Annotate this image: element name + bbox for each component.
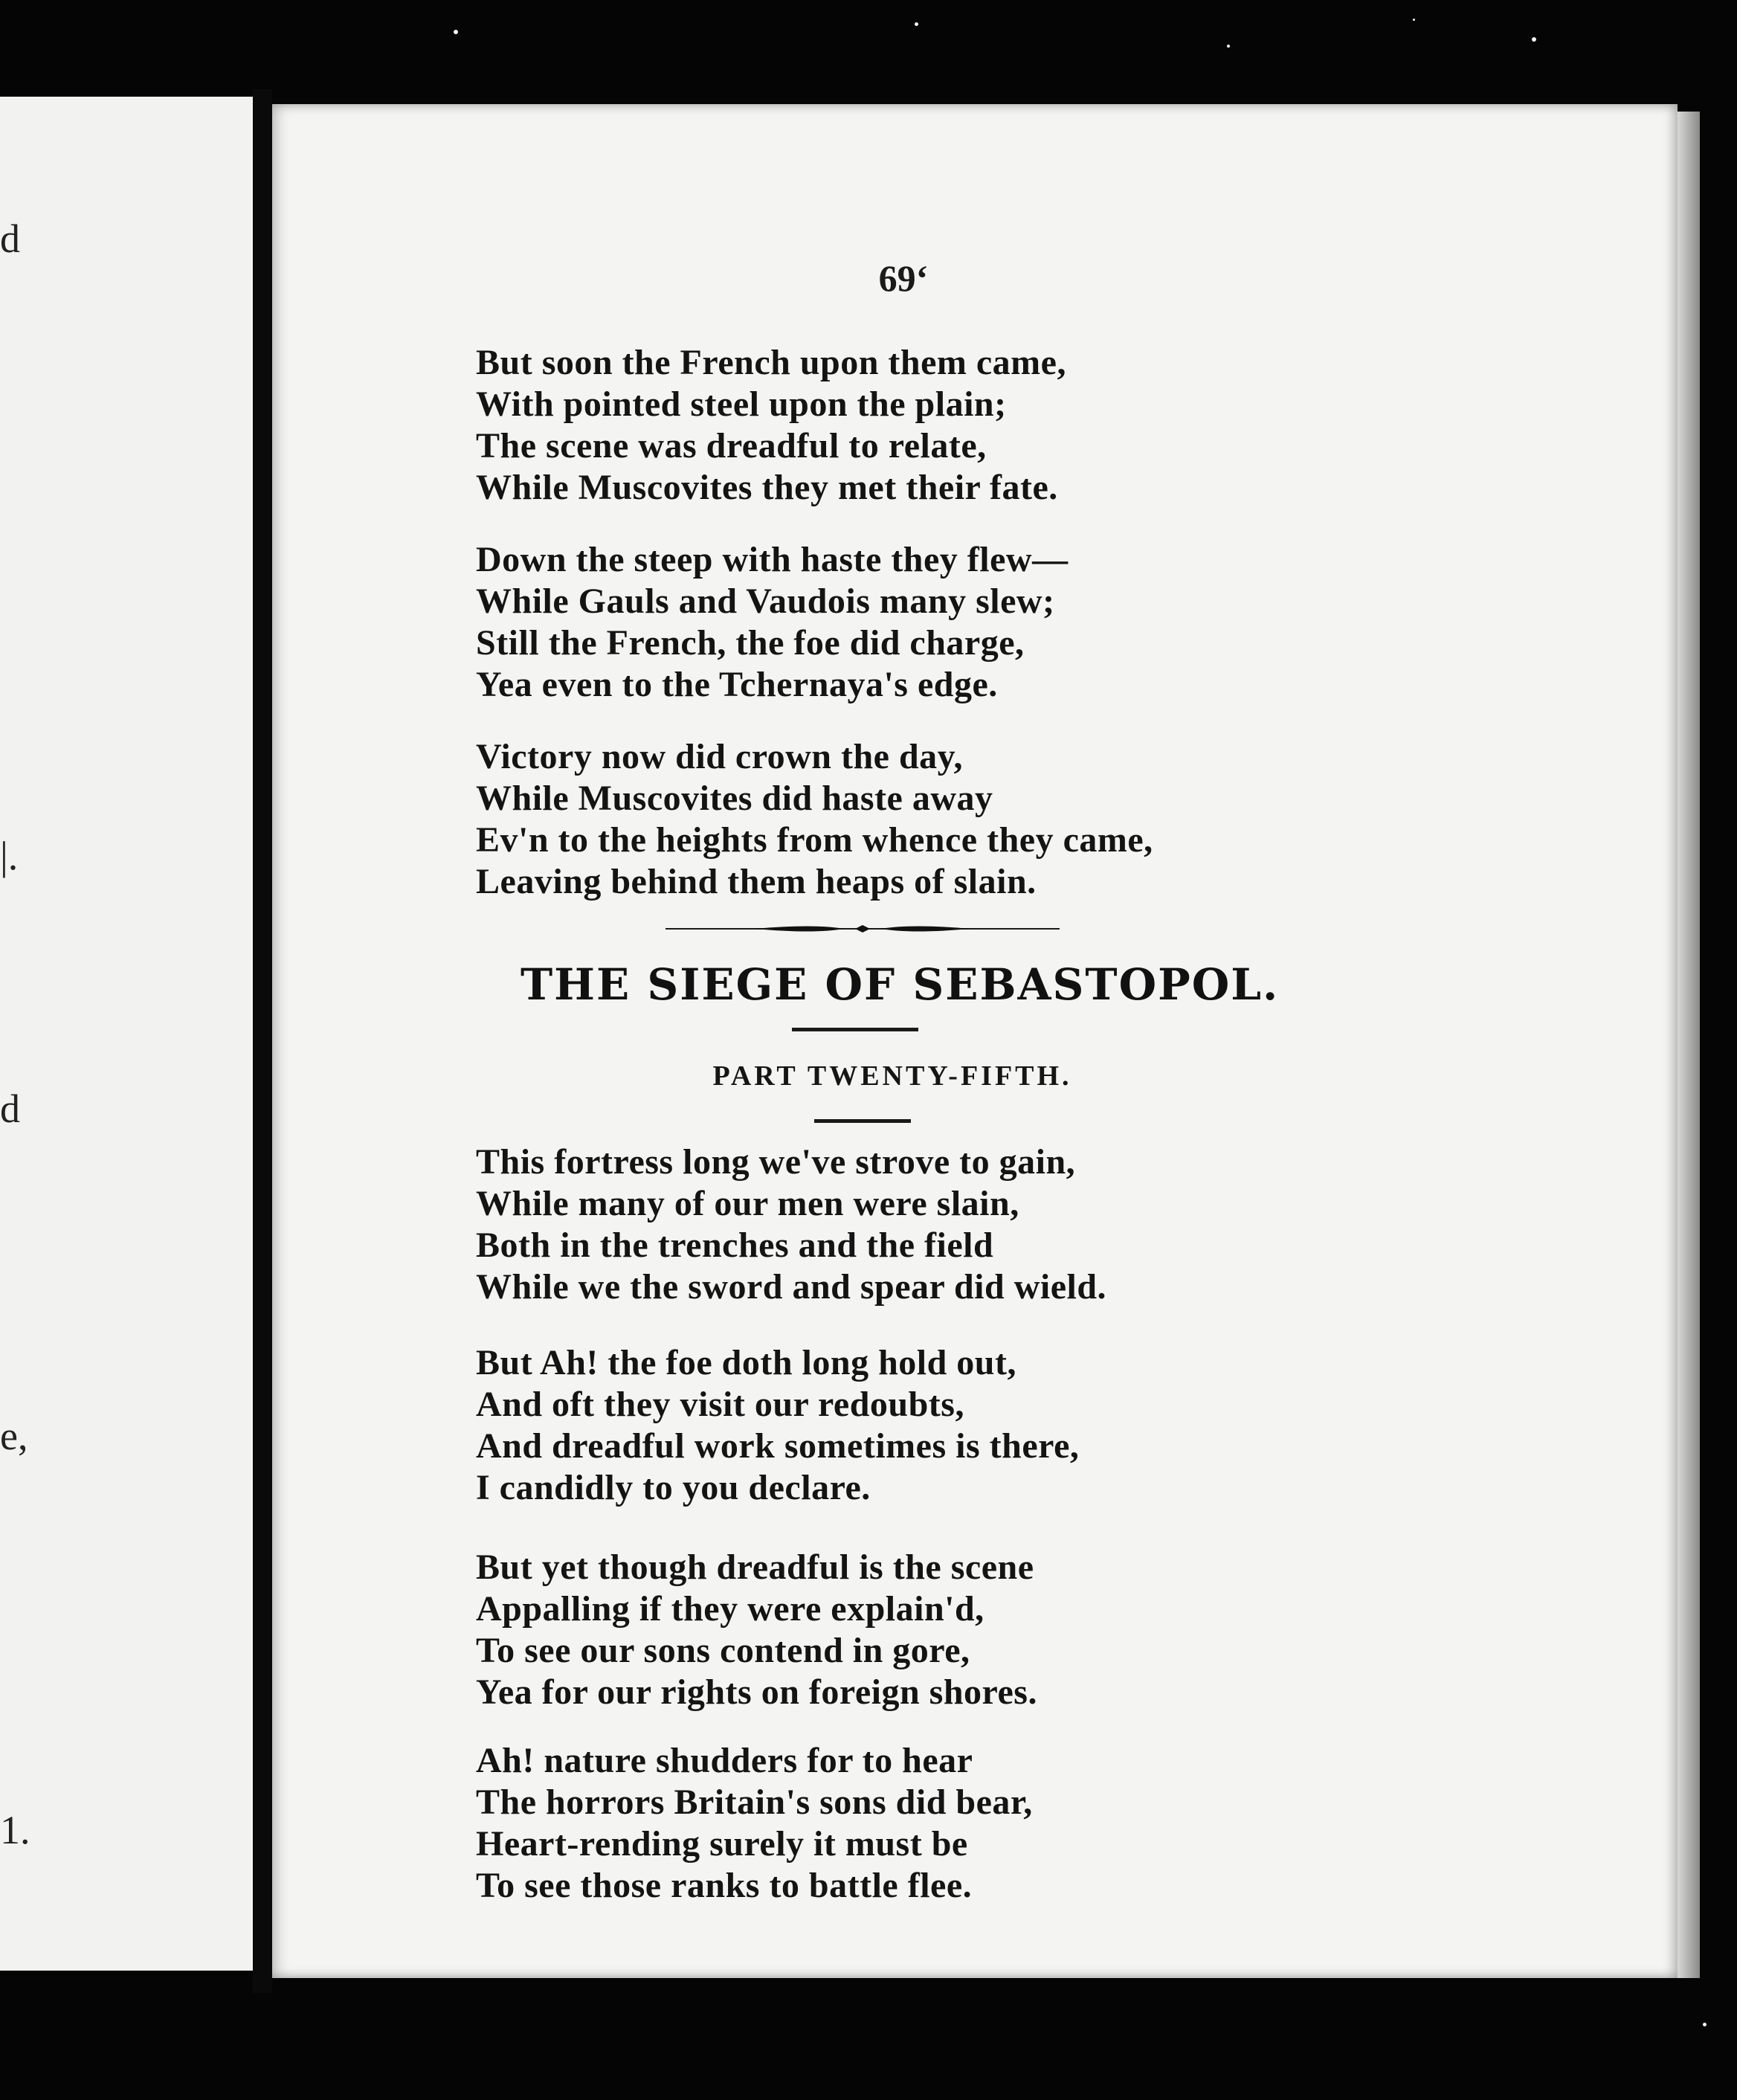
verse-line: To see those ranks to battle flee. (476, 1866, 973, 1905)
stanza (476, 1342, 1368, 1509)
section-title: THE SIEGE OF SEBASTOPOL. (521, 959, 1280, 1010)
title-rule (792, 1028, 918, 1031)
verse-line: Down the steep with haste they flew— (476, 540, 1069, 579)
verse-line: And dreadful work sometimes is there, (476, 1426, 1080, 1466)
verse-line: To see our sons contend in gore, (476, 1631, 970, 1670)
verse-line: Ev'n to the heights from whence they came, (476, 820, 1153, 860)
verse-line: But Ah! the foe doth long hold out, (476, 1343, 1016, 1382)
verse-line: But soon the French upon them came, (476, 343, 1066, 382)
verse-line: While we the sword and spear did wield. (476, 1267, 1107, 1307)
verse-line: Heart-rending surely it must be (476, 1824, 968, 1864)
dust-speck (1703, 2023, 1707, 2026)
verse-line: The horrors Britain's sons did bear, (476, 1782, 1033, 1822)
left-page-fragment: d (0, 216, 20, 261)
dust-speck (1227, 45, 1230, 48)
stanza (476, 342, 1368, 509)
page-number: 69ʻ (878, 257, 929, 299)
stanza (476, 1547, 1368, 1713)
dust-speck (1413, 19, 1415, 21)
page-edge (1678, 112, 1700, 1978)
left-page-fragment: e, (0, 1414, 28, 1458)
stanza (476, 736, 1368, 903)
verse-line: Victory now did crown the day, (476, 737, 964, 776)
verse-line: Still the French, the foe did charge, (476, 623, 1025, 663)
left-facing-page (0, 97, 256, 1971)
dust-speck (915, 22, 918, 26)
verse-line: With pointed steel upon the plain; (476, 384, 1007, 424)
ornamental-divider (666, 924, 1060, 934)
verse-line: While Muscovites they met their fate. (476, 468, 1058, 507)
verse-line: And oft they visit our redoubts, (476, 1385, 964, 1424)
subtitle-rule (814, 1119, 911, 1123)
left-page-fragment: 1. (0, 1808, 30, 1852)
verse-line: Yea for our rights on foreign shores. (476, 1672, 1037, 1712)
stanza (476, 1740, 1368, 1907)
verse-line: But yet though dreadful is the scene (476, 1547, 1034, 1587)
verse-line: Yea even to the Tchernaya's edge. (476, 665, 998, 704)
book-gutter (253, 89, 272, 1993)
verse-line: Both in the trenches and the field (476, 1225, 994, 1265)
verse-line: I candidly to you declare. (476, 1468, 871, 1507)
dust-speck (454, 30, 458, 34)
verse-line: While Muscovites did haste away (476, 779, 993, 818)
verse-line: Ah! nature shudders for to hear (476, 1741, 973, 1780)
verse-line: Appalling if they were explain'd, (476, 1589, 984, 1629)
verse-line: The scene was dreadful to relate, (476, 426, 987, 466)
stanza (476, 1141, 1368, 1308)
stanza (476, 539, 1368, 706)
verse-line: Leaving behind them heaps of slain. (476, 862, 1037, 901)
left-page-fragment: |. (0, 834, 19, 878)
verse-line: This fortress long we've strove to gain, (476, 1142, 1076, 1182)
dust-speck (1532, 37, 1536, 42)
section-subtitle: PART TWENTY-FIFTH. (712, 1060, 1072, 1092)
left-page-fragment: d (0, 1086, 20, 1131)
verse-line: While Gauls and Vaudois many slew; (476, 582, 1055, 621)
verse-line: While many of our men were slain, (476, 1184, 1019, 1223)
